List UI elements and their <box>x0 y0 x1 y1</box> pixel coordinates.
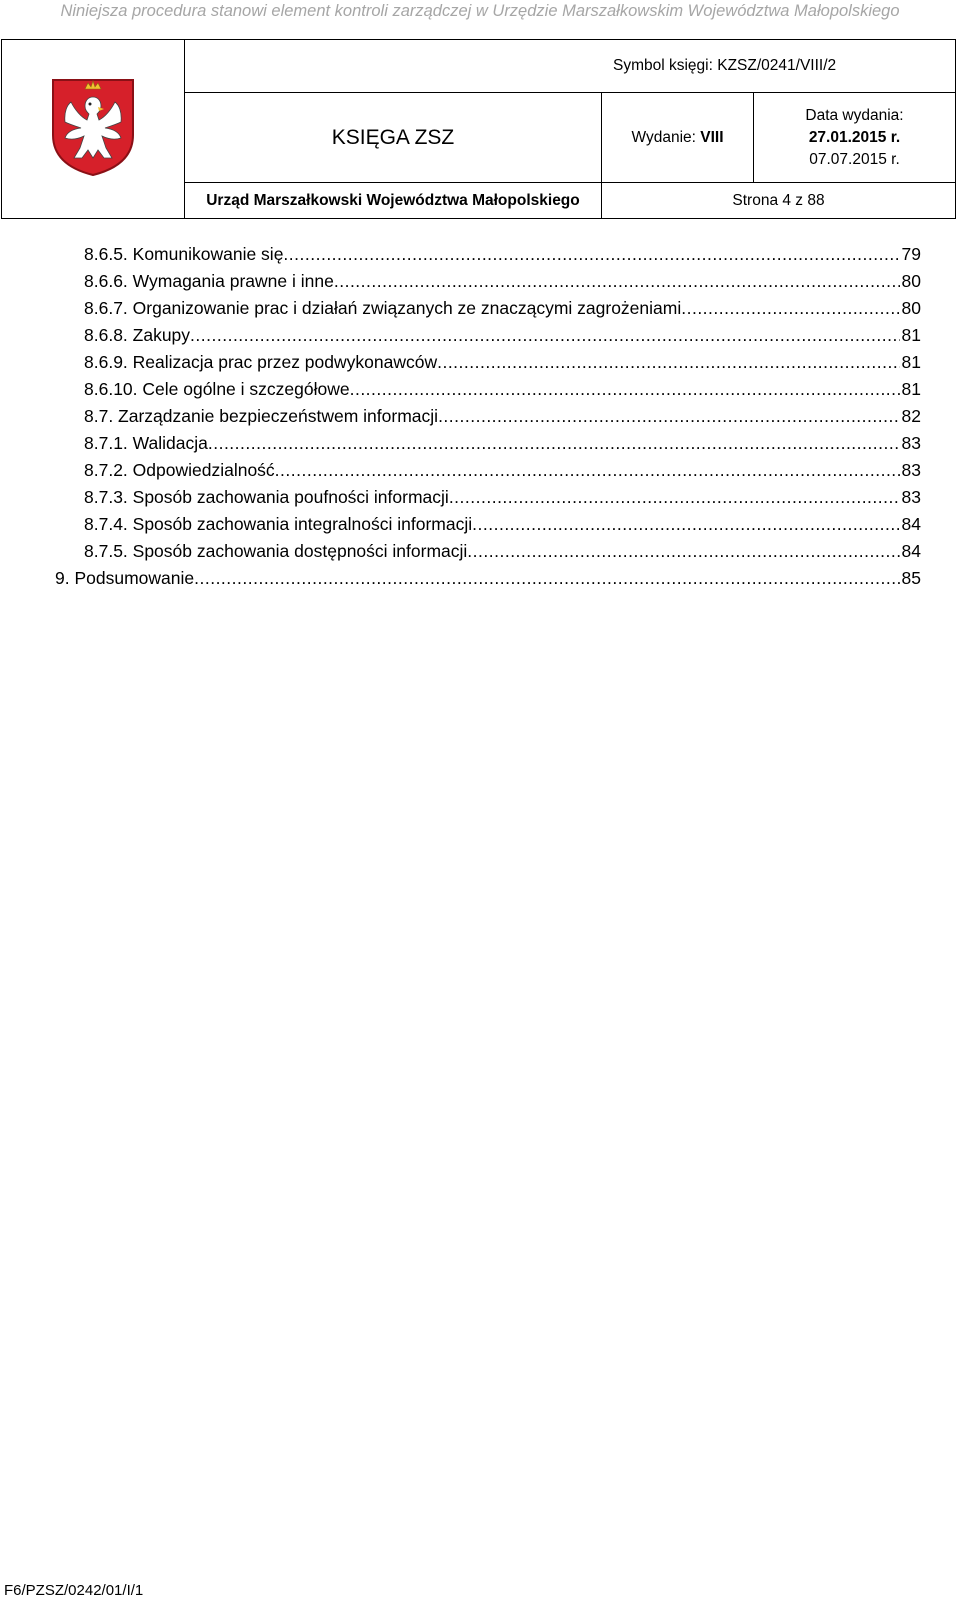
watermark-text: Niniejsza procedura stanowi element kontroli zarządczej w Urzędzie Marszałkowskim Województwa Małopolskiego <box>60 2 900 20</box>
edition-value: VIII <box>700 128 724 146</box>
toc-entry[interactable] <box>84 541 921 567</box>
toc-entry-title: 8.6.10. Cele ogólne i szczegółowe <box>84 379 350 399</box>
page-number: Strona 4 z 88 <box>732 191 825 209</box>
toc-entry-title: 8.7.1. Walidacja <box>84 433 208 453</box>
toc-entry[interactable] <box>84 352 921 378</box>
symbol-cell <box>185 40 956 93</box>
toc-entry[interactable] <box>84 460 921 486</box>
toc-entry-title: 8.7.5. Sposób zachowania dostępności informacji <box>84 541 468 561</box>
toc-entry-page: 83 <box>901 460 921 480</box>
toc-entry[interactable] <box>84 244 921 270</box>
book-symbol: Symbol księgi: KZSZ/0241/VIII/2 <box>613 57 837 74</box>
book-title-cell <box>185 93 602 183</box>
page-number-cell <box>602 183 956 219</box>
toc-entry-page: 83 <box>901 433 921 453</box>
toc-entry-page: 82 <box>901 406 921 426</box>
form-code: F6/PZSZ/0242/01/I/1 <box>4 1582 144 1599</box>
edition-cell <box>602 93 754 183</box>
toc-entry-page: 85 <box>901 568 921 588</box>
toc-entry[interactable] <box>84 433 921 459</box>
office-name: Urząd Marszałkowski Województwa Małopolskiego <box>206 191 580 209</box>
toc-entry[interactable] <box>84 325 921 351</box>
toc-entry-title: 8.6.8. Zakupy <box>84 325 191 345</box>
book-title: KSIĘGA ZSZ <box>331 125 455 149</box>
toc-entry-title: 8.6.7. Organizowanie prac i działań związanych ze znaczącymi zagrożeniami <box>84 298 682 318</box>
toc-entry-page: 79 <box>901 244 921 264</box>
issue-date-1: 27.01.2015 r. <box>808 128 901 146</box>
coat-of-arms-icon <box>50 77 136 177</box>
toc-entry-page: 80 <box>901 298 921 318</box>
toc-entry[interactable] <box>84 487 921 513</box>
issue-date-2: 07.07.2015 r. <box>809 150 900 168</box>
office-cell <box>185 183 602 219</box>
toc-entry-page: 84 <box>901 514 921 534</box>
toc-entry-title: 8.6.5. Komunikowanie się <box>84 244 284 264</box>
toc-entry-page: 80 <box>901 271 921 291</box>
issue-date-label: Data wydania: <box>805 106 904 124</box>
document-header <box>1 39 956 219</box>
toc-entry[interactable] <box>84 379 921 405</box>
toc-entry-title: 8.6.6. Wymagania prawne i inne <box>84 271 334 291</box>
toc-entry[interactable] <box>55 568 921 594</box>
toc-entry-page: 84 <box>901 541 921 561</box>
toc-entry[interactable] <box>84 406 921 432</box>
edition-label: Wydanie: <box>631 128 701 146</box>
toc-entry-title: 9. Podsumowanie <box>55 568 195 588</box>
toc-entry-page: 83 <box>901 487 921 507</box>
toc-entry-page: 81 <box>901 379 921 399</box>
toc-entry-title: 8.6.9. Realizacja prac przez podwykonawców <box>84 352 438 372</box>
toc-entry[interactable] <box>84 514 921 540</box>
issue-date-cell <box>754 93 956 183</box>
toc-entry-title: 8.7.3. Sposób zachowania poufności informacji <box>84 487 449 507</box>
coat-of-arms-cell <box>2 40 185 219</box>
toc-entry[interactable] <box>84 298 921 324</box>
toc-entry-page: 81 <box>901 325 921 345</box>
toc-entry-page: 81 <box>901 352 921 372</box>
toc-entry[interactable] <box>84 271 921 297</box>
toc-entry-title: 8.7.4. Sposób zachowania integralności informacji <box>84 514 473 534</box>
toc-entry-title: 8.7.2. Odpowiedzialność <box>84 460 275 480</box>
toc-entry-title: 8.7. Zarządzanie bezpieczeństwem informacji <box>84 406 439 426</box>
